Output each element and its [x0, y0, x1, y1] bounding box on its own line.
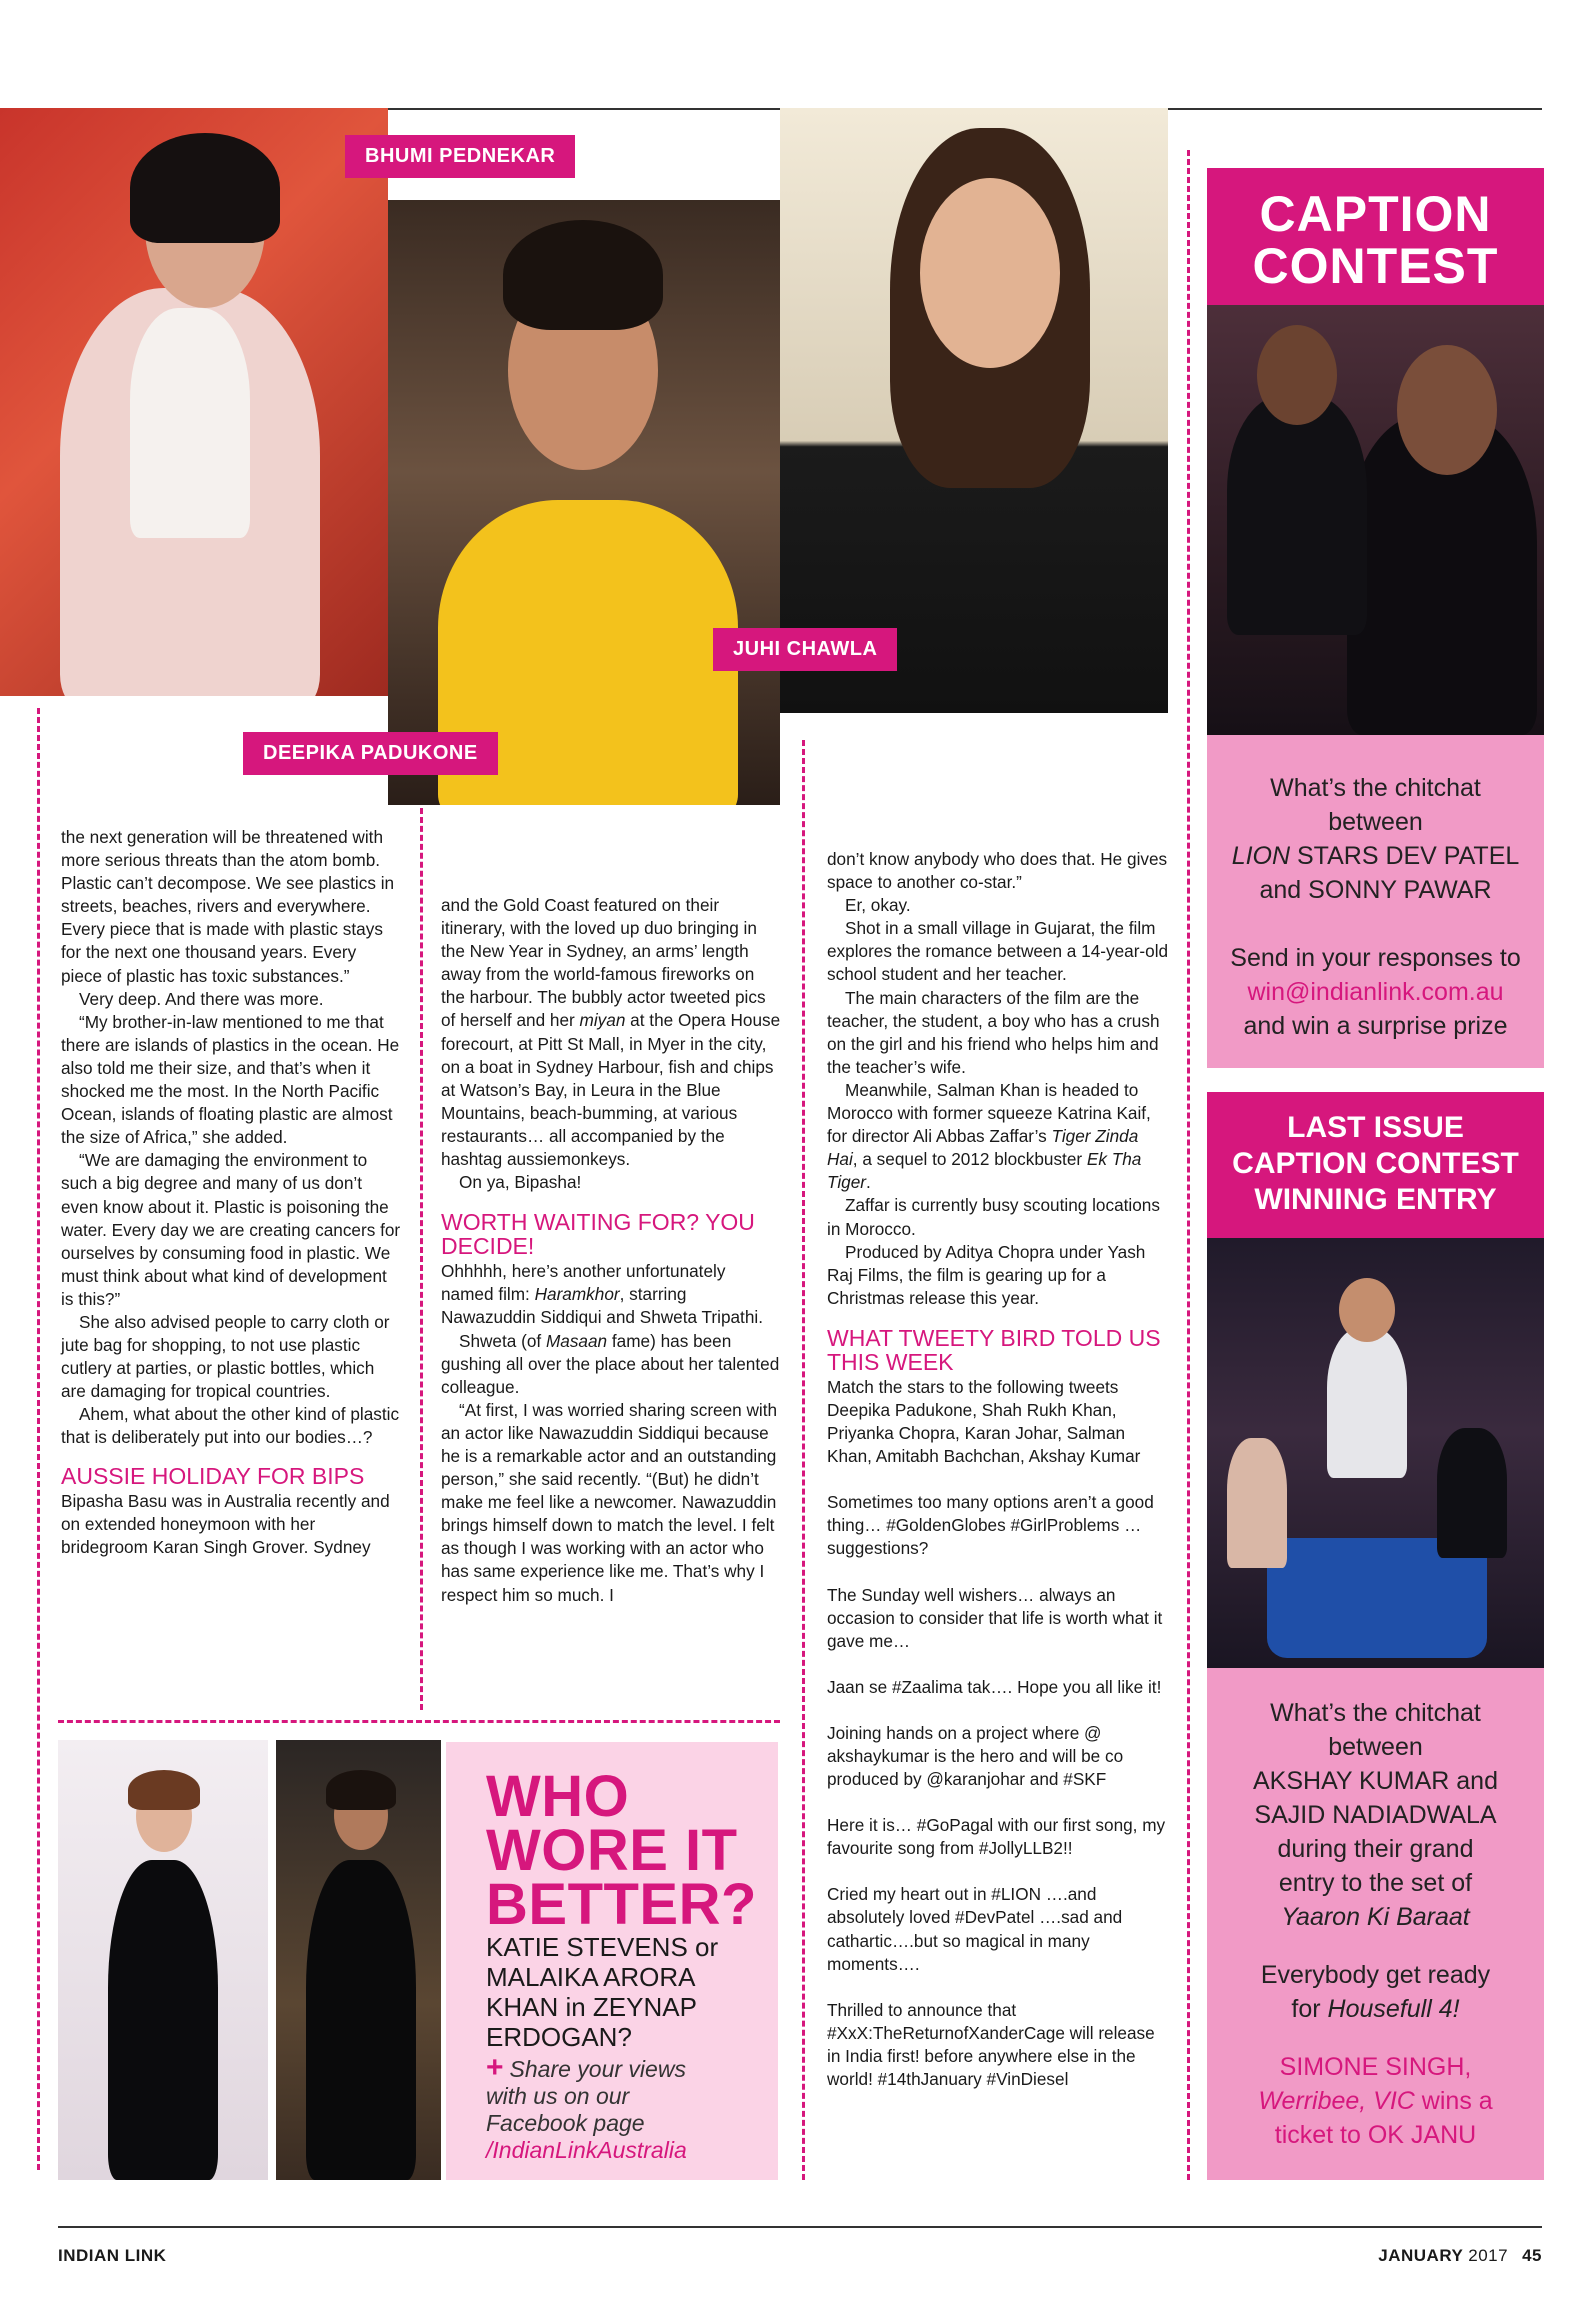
- photo-deepika-padukone: [388, 200, 780, 805]
- contest-email-link[interactable]: win@indianlink.com.au: [1247, 978, 1504, 1006]
- paragraph: The main characters of the film are the teacher, the student, a boy who has a crush on the girl and his friend who helps him and the teacher’s wife.: [827, 987, 1160, 1077]
- footer-rule: [58, 2226, 1542, 2228]
- paragraph: Shweta (of Masaan fame) has been gushing all over the place about her talented colleague.: [441, 1330, 780, 1397]
- tweet: Here it is… #GoPagal with our first song, my favourite song from #JollyLLB2!!: [827, 1815, 1166, 1859]
- paragraph: Bipasha Basu was in Australia recently and on extended honeymoon with her bridegroom Karan Singh Grover. Sydney: [61, 1490, 390, 1557]
- divider-col2-col3: [802, 740, 805, 2180]
- tweet: Thrilled to announce that #XxX:TheReturnofXanderCage will release in India first! before anywhere else in the world! #14thJanuary #VinDiesel: [827, 1999, 1155, 2090]
- page-number: 45: [1522, 2246, 1542, 2265]
- photo-juhi-chawla: [780, 108, 1168, 713]
- paragraph: Meanwhile, Salman Khan is headed to Morocco with former squeeze Katrina Kaif, for director Ali Abbas Zaffar’s Tiger Zinda Hai, a sequel to 2012 blockbuster Ek Tha Tiger.: [827, 1079, 1151, 1193]
- paragraph: On ya, Bipasha!: [459, 1172, 582, 1193]
- paragraph: Er, okay.: [845, 895, 911, 916]
- paragraph: Ohhhhh, here’s another unfortunately named film: Haramkhor, starring Nawazuddin Siddiqui and Shweta Tripathi.: [441, 1261, 763, 1328]
- photo-dev-patel-sonny-pawar: [1207, 305, 1544, 735]
- plus-icon: +: [486, 2051, 504, 2084]
- photo-malaika-arora-khan: [276, 1740, 441, 2180]
- facebook-page-link[interactable]: /IndianLinkAustralia: [486, 2137, 687, 2163]
- article-column-2: [441, 894, 781, 1607]
- heading-worth-waiting: WORTH WAITING FOR? YOU DECIDE!: [441, 1209, 755, 1260]
- paragraph: “My brother-in-law mentioned to me that there are islands of plastics in the ocean. He also told me their size, and that’s when it shocked me the most. In the North Pacific Ocean, islands of floating plastic are almost the size of Africa,” she added.: [61, 1011, 400, 1148]
- tweet: Joining hands on a project where @ akshaykumar is the hero and will be co produced by @karanjohar and #SKF: [827, 1722, 1124, 1790]
- divider-horizontal: [58, 1720, 780, 1723]
- heading-tweety-bird: WHAT TWEETY BIRD TOLD US THIS WEEK: [827, 1324, 1161, 1375]
- caption-contest-title: CAPTION CONTEST: [1252, 186, 1499, 294]
- who-wore-it-better-box: [446, 1742, 778, 2180]
- tweet: The Sunday well wishers… always an occasion to consider that life is worth what it gave me…: [827, 1584, 1163, 1651]
- paragraph: the next generation will be threatened with more serious threats than the atom bomb. Plastic can’t decompose. We see plastics in streets, beaches, rivers and everywhere. Every piece that is made with plastic stays for the next one thousand years. Every piece of plastic has toxic substances.”: [61, 827, 395, 986]
- paragraph: and the Gold Coast featured on their itinerary, with the loved up duo bringing in the New Year in Sydney, an arms’ length away from the world-famous fireworks on the harbour. The bubbly actor tweeted pics of herself and her miyan at the Opera House forecourt, at Pitt St Mall, in Myer in the city, on a boat in Sydney Harbour, fish and chips at Watson’s Bay, in Leura in the Blue Mountains, beach-bumming, at various restaurants… all accompanied by the hashtag aussiemonkeys.: [441, 895, 781, 1170]
- article-column-1: [61, 826, 401, 1559]
- who-wore-it-better-title: WHO WORE IT BETTER?: [486, 1764, 757, 1937]
- label-deepika-padukone: DEEPIKA PADUKONE: [243, 732, 498, 775]
- heading-aussie-holiday: AUSSIE HOLIDAY FOR BIPS: [61, 1462, 365, 1489]
- paragraph: don’t know anybody who does that. He gives space to another co-star.”: [827, 849, 1168, 893]
- who-wore-question: KATIE STEVENS or MALAIKA ARORA KHAN in ZEYNAP ERDOGAN?: [486, 1932, 719, 2052]
- divider-left: [37, 708, 40, 2170]
- tweet: Sometimes too many options aren’t a good thing… #GoldenGlobes #GirlProblems … suggestions?: [827, 1492, 1154, 1559]
- label-juhi-chawla: JUHI CHAWLA: [713, 628, 897, 671]
- divider-col1-col2: [420, 808, 423, 1710]
- paragraph: Match the stars to the following tweets Deepika Padukone, Shah Rukh Khan, Priyanka Chopra, Karan Johar, Salman Khan, Amitabh Bachchan, Akshay Kumar: [827, 1376, 1141, 1467]
- last-issue-body: What’s the chitchat between AKSHAY KUMAR and SAJID NADIADWALA during their grand entry to the set of Yaaron Ki Baraat Everybody get ready for Housefull 4! SIMONE SINGH, Werribee, VIC wins a ticket to OK JANU: [1207, 1668, 1544, 2180]
- caption-contest-header: [1207, 168, 1544, 305]
- paragraph: Produced by Aditya Chopra under Yash Raj Films, the film is gearing up for a Christmas release this year.: [827, 1241, 1146, 1308]
- footer-date-page: JANUARY 2017 45: [1378, 2246, 1542, 2265]
- article-column-3: [827, 848, 1172, 2091]
- paragraph: Zaffar is currently busy scouting locations in Morocco.: [827, 1195, 1160, 1239]
- footer-publication: INDIAN LINK: [58, 2246, 167, 2265]
- last-issue-header: LAST ISSUE CAPTION CONTEST WINNING ENTRY: [1207, 1092, 1544, 1238]
- caption-contest-body: What’s the chitchat between LION STARS DEV PATEL and SONNY PAWAR Send in your responses to win@indianlink.com.au and win a surprise prize: [1207, 735, 1544, 1068]
- tweet: Cried my heart out in #LION ….and absolutely loved #DevPatel ….sad and cathartic….but so magical in many moments….: [827, 1884, 1123, 1974]
- photo-akshay-kumar-sajid-nadiadwala: [1207, 1238, 1544, 1668]
- tweet: Jaan se #Zaalima tak…. Hope you all like it!: [827, 1676, 1162, 1697]
- share-views: + Share your views with us on our Facebook page /IndianLinkAustralia: [486, 2054, 771, 2164]
- photo-katie-stevens: [58, 1740, 268, 2180]
- paragraph: Shot in a small village in Gujarat, the film explores the romance between a 14-year-old school student and her teacher.: [827, 918, 1169, 985]
- paragraph: She also advised people to carry cloth or jute bag for shopping, to not use plastic cutlery at parties, or plastic bottles, which are damaging for tropical countries.: [61, 1311, 390, 1402]
- photo-bhumi-pednekar: [0, 108, 388, 696]
- paragraph: “We are damaging the environment to such a big degree and many of us don’t even know about it. Plastic is poisoning the water. Every day we are creating cancers for ourselves by consuming food in plastic. We must think about what kind of development is this?”: [61, 1150, 401, 1309]
- paragraph: “At first, I was worried sharing screen with an actor like Nawazuddin Siddiqui because he is a remarkable actor and an outstanding person,” she said recently. “(But) he didn’t make me feel like a newcomer. Nawazuddin brings himself down to match the level. I felt as though I was working with an actor who has same experience like me. That’s why I respect him so much. I: [441, 1399, 778, 1605]
- label-bhumi-pednekar: BHUMI PEDNEKAR: [345, 135, 575, 178]
- paragraph: Very deep. And there was more.: [79, 988, 324, 1009]
- paragraph: Ahem, what about the other kind of plastic that is deliberately put into our bodies…?: [61, 1404, 400, 1448]
- divider-right: [1187, 150, 1190, 2180]
